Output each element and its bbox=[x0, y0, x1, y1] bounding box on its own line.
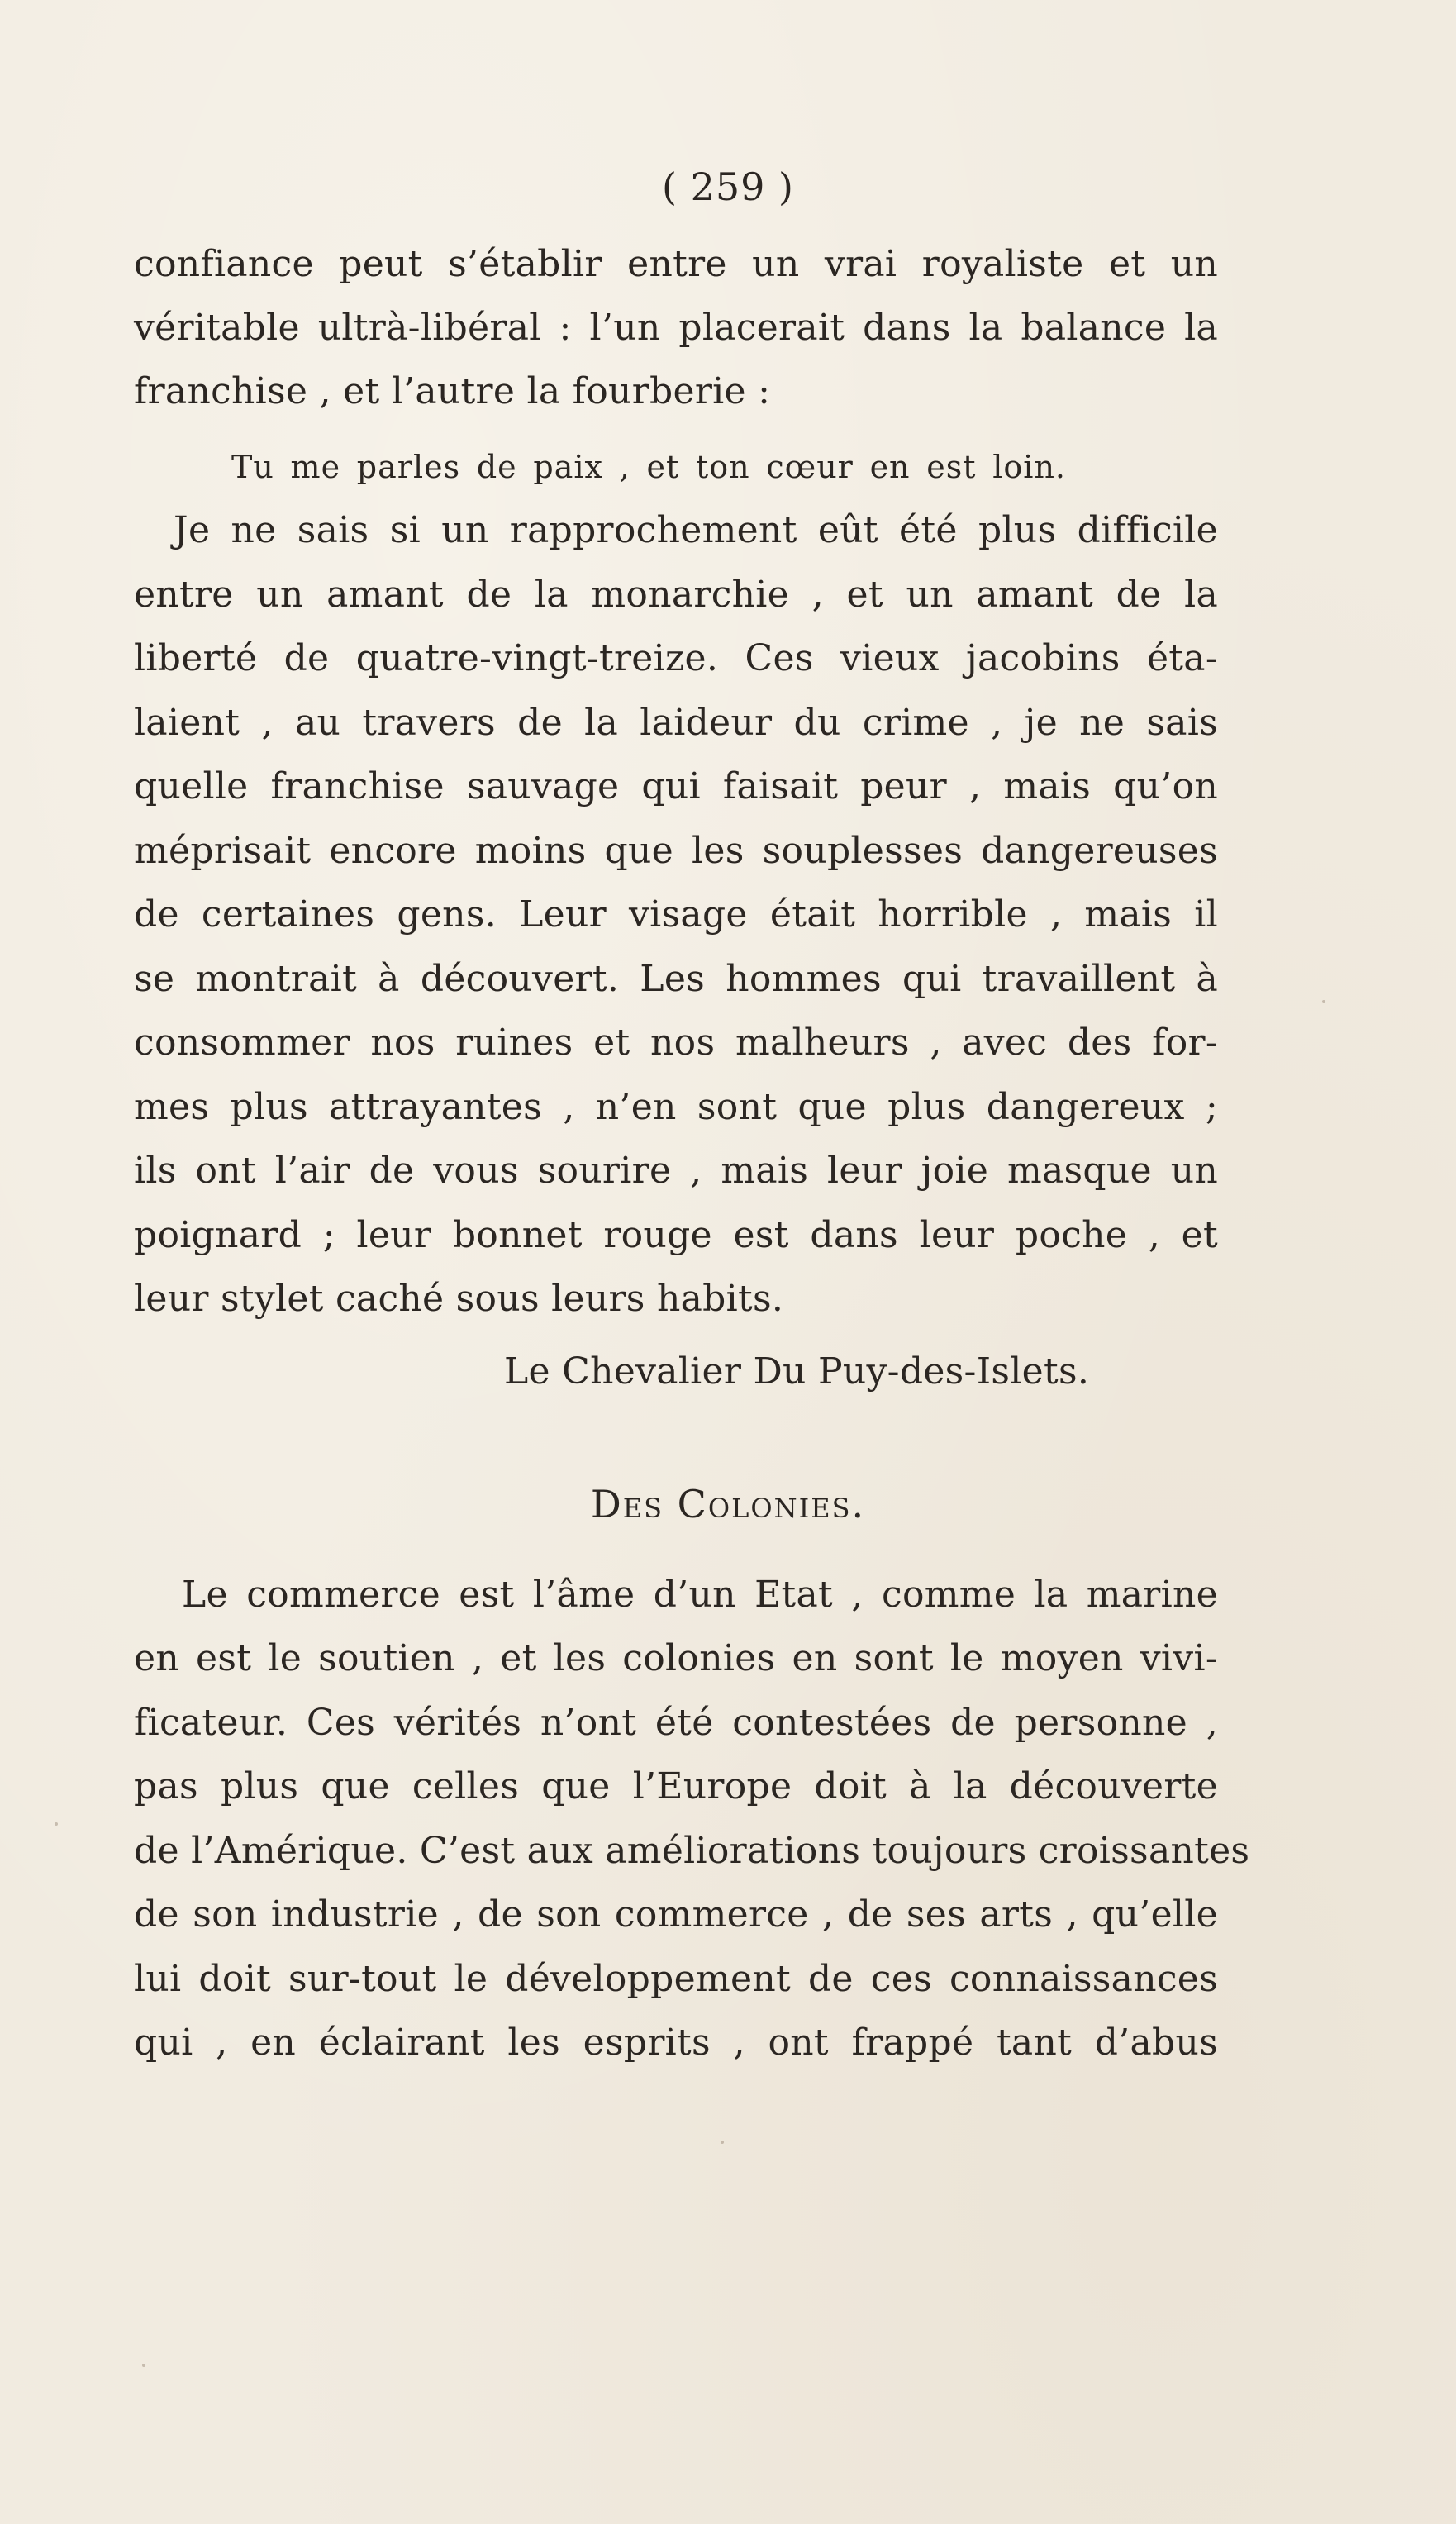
text-line: méprisait encore moins que les souplesses dangereuses bbox=[134, 830, 1218, 872]
text-line: de certaines gens. Leur visage était horrible , mais il bbox=[134, 893, 1218, 936]
text-line: qui , en éclairant les esprits , ont frappé tant d’abus bbox=[134, 2022, 1218, 2064]
text-line: lui doit sur-tout le développement de ces connaissances bbox=[134, 1958, 1218, 2000]
text-line: franchise , et l’autre la fourberie : bbox=[134, 370, 771, 412]
signature bbox=[504, 1347, 1165, 1397]
text-line: laient , au travers de la laideur du crime , je ne sais bbox=[134, 702, 1218, 744]
paper-speck bbox=[55, 1822, 58, 1826]
paper-speck bbox=[1322, 1000, 1325, 1003]
signature-text: Le Chevalier Du Puy-des-Islets. bbox=[504, 1350, 1090, 1393]
page-number: ( 259 ) bbox=[662, 164, 794, 209]
text-line: Le commerce est l’âme d’un Etat , comme la marine bbox=[182, 1574, 1218, 1616]
text-line: se montrait à découvert. Les hommes qui travaillent à bbox=[134, 958, 1218, 1000]
text-line: ils ont l’air de vous sourire , mais leur joie masque un bbox=[134, 1150, 1218, 1192]
section-heading: Des Colonies. bbox=[590, 1482, 866, 1526]
text-line: consommer nos ruines et nos malheurs , avec des for- bbox=[134, 1022, 1218, 1064]
text-line: pas plus que celles que l’Europe doit à la découverte bbox=[134, 1765, 1218, 1807]
text-line: Je ne sais si un rapprochement eût été plus difficile bbox=[174, 509, 1218, 551]
text-line: liberté de quatre-vingt-treize. Ces vieux jacobins éta- bbox=[134, 637, 1218, 679]
text-line: ficateur. Ces vérités n’ont été contestées de personne , bbox=[134, 1702, 1218, 1744]
quote-line: Tu me parles de paix , et ton cœur en est loin. bbox=[231, 449, 1066, 485]
text-line: leur stylet caché sous leurs habits. bbox=[134, 1278, 784, 1320]
text-line: en est le soutien , et les colonies en sont le moyen vivi- bbox=[134, 1637, 1218, 1679]
text-line: poignard ; leur bonnet rouge est dans leur poche , et bbox=[134, 1214, 1218, 1256]
text-line: véritable ultrà-libéral : l’un placerait dans la balance la bbox=[134, 307, 1218, 349]
text-line: confiance peut s’établir entre un vrai royaliste et un bbox=[134, 243, 1218, 285]
paper-speck bbox=[142, 2364, 145, 2367]
text-line: quelle franchise sauvage qui faisait peur , mais qu’on bbox=[134, 765, 1218, 807]
text-line: mes plus attrayantes , n’en sont que plus dangereux ; bbox=[134, 1086, 1218, 1128]
text-line: de son industrie , de son commerce , de ses arts , qu’elle bbox=[134, 1893, 1218, 1936]
text-line: entre un amant de la monarchie , et un amant de la bbox=[134, 574, 1218, 616]
paper-speck bbox=[721, 2141, 724, 2144]
text-line: de l’Amérique. C’est aux améliorations toujours croissantes bbox=[134, 1830, 1250, 1872]
